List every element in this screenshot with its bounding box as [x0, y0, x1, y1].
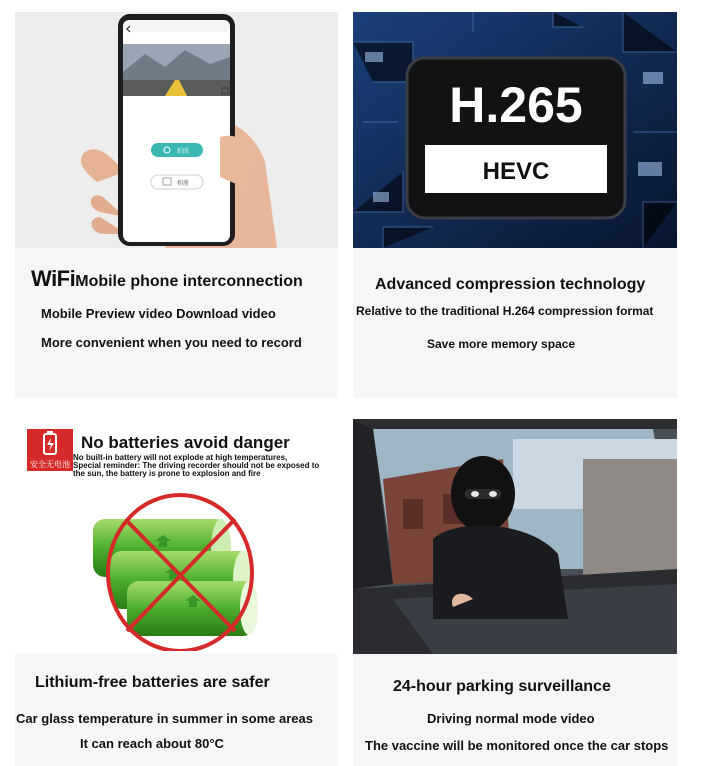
- battery-note-1: No built-in battery will not explode at high temperatures,: [73, 453, 288, 462]
- batteries-illustration: [15, 481, 338, 651]
- wifi-title-rest: Mobile phone interconnection: [75, 273, 303, 290]
- circuit-board-image: [353, 12, 677, 248]
- badge-sub: HEVC: [482, 158, 550, 185]
- battery-warning-image: [15, 419, 338, 654]
- phone-preview-image: [15, 12, 338, 248]
- wifi-title-prefix: WiFi: [31, 266, 76, 291]
- battery-line-2: It can reach about 80°C: [80, 736, 224, 751]
- warning-badge-text: 安全无电池: [30, 460, 70, 469]
- warning-battery-icon: [27, 429, 73, 471]
- wifi-text-panel: [15, 248, 338, 398]
- parking-text-panel: [353, 654, 677, 766]
- compression-text-panel: [353, 248, 677, 398]
- battery-note-3: the sun, the battery is prone to explosion and fire: [73, 469, 261, 478]
- battery-title: Lithium-free batteries are safer: [35, 674, 270, 691]
- battery-note-2: Special reminder: The driving recorder should not be exposed to: [73, 461, 320, 470]
- battery-line-1: Car glass temperature in summer in some areas: [16, 711, 313, 726]
- phone-illustration: [15, 12, 338, 248]
- wifi-line-2: More convenient when you need to record: [41, 335, 302, 350]
- compression-title: Advanced compression technology: [375, 276, 646, 293]
- battery-heading: No batteries avoid danger: [81, 433, 290, 452]
- parking-line-2: The vaccine will be monitored once the car stops: [365, 738, 669, 753]
- battery-text-panel: [15, 654, 338, 766]
- wifi-line-1: Mobile Preview video Download video: [41, 306, 276, 321]
- camera-button-label: 拍照: [177, 149, 190, 155]
- parking-title: 24-hour parking surveillance: [393, 678, 611, 695]
- compression-line-2: Save more memory space: [427, 337, 576, 351]
- wifi-title: [31, 266, 303, 292]
- album-button-label: 相册: [177, 181, 190, 187]
- parking-line-1: Driving normal mode video: [427, 711, 595, 726]
- circuit-illustration: [353, 12, 677, 248]
- badge-main: H.265: [449, 77, 583, 133]
- compression-line-1: Relative to the traditional H.264 compression format: [356, 304, 654, 318]
- thief-car-image: [353, 419, 677, 654]
- thief-illustration: [353, 419, 677, 654]
